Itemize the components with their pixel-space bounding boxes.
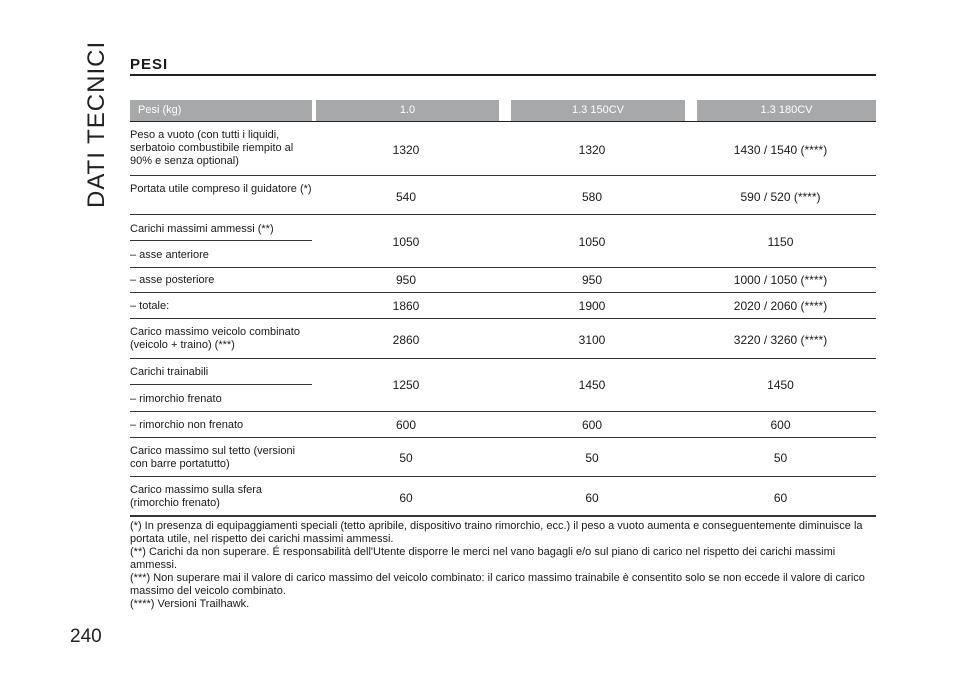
table-cell: 540: [395, 190, 417, 204]
table-cell: 1430 / 1540 (****): [733, 143, 828, 157]
table-cell: 3220 / 3260 (****): [733, 333, 828, 347]
row-divider: [130, 267, 876, 268]
table-cell: 1450: [767, 378, 794, 392]
row-divider: [130, 358, 876, 359]
row-label-portata-utile: Portata utile compreso il guidatore (*): [130, 183, 312, 195]
table-cell: 950: [581, 273, 603, 287]
row-divider: [130, 476, 876, 477]
table-cell: 1150: [767, 235, 794, 249]
table-cell: 1000 / 1050 (****): [733, 273, 828, 287]
table-cell: 60: [585, 491, 599, 505]
row-label-asse-anteriore: – asse anteriore: [130, 249, 209, 261]
table-header: [130, 100, 876, 122]
row-divider: [130, 318, 876, 319]
table-cell: 3100: [578, 333, 606, 347]
page-number: 240: [70, 626, 102, 647]
table-cell: 1050: [578, 235, 606, 249]
table-cell: 1900: [578, 299, 606, 313]
table-cell: 590 / 520 (****): [740, 190, 821, 204]
section-rule: [130, 74, 876, 76]
row-sub-divider: [130, 240, 312, 241]
row-label-totale: – totale:: [130, 300, 170, 312]
table-bottom-rule: [130, 515, 876, 517]
table-cell: 1320: [392, 143, 420, 157]
row-divider: [130, 411, 876, 412]
header-engine-1-3-150: 1.3 150CV: [511, 100, 685, 121]
footnote-1: (*) In presenza di equipaggiamenti speciali (tetto apribile, dispositivo traino rimorchio, ecc.) il peso a vuoto aumenta e conseguentemente diminuisce la portata utile, nel rispetto dei carichi massimi ammessi.: [130, 520, 863, 545]
row-label-rimorchio-frenato: – rimorchio frenato: [130, 393, 222, 405]
table-cell: 1450: [578, 378, 606, 392]
row-divider: [130, 437, 876, 438]
row-label-asse-posteriore: – asse posteriore: [130, 274, 215, 286]
footnote-2: (**) Carichi da non superare. É responsabilità dell'Utente disporre le merci nel vano bagagli e/o sul piano di carico nel rispetto dei carichi massimi ammessi.: [130, 546, 836, 571]
table-cell: 50: [585, 451, 599, 465]
header-rule: [130, 121, 876, 122]
row-label-veicolo-combinato: Carico massimo veicolo combinato (veicolo + traino) (***): [130, 326, 300, 351]
row-label-carico-tetto: Carico massimo sul tetto (versioni con barre portatutto): [130, 445, 296, 470]
table-cell: 600: [395, 418, 417, 432]
table-cell: 2020 / 2060 (****): [733, 299, 828, 313]
row-divider: [130, 292, 876, 293]
footnote-4: (****) Versioni Trailhawk.: [130, 598, 250, 610]
table-cell: 600: [770, 418, 791, 432]
row-sub-divider: [130, 384, 312, 385]
footnote-3: (***) Non superare mai il valore di carico massimo del veicolo combinato: il carico massimo trainabile è consentito solo se non eccede il valore di carico massimo del veicolo combinato.: [130, 572, 865, 597]
header-weights: Pesi (kg): [130, 100, 312, 121]
table-cell: 1320: [578, 143, 606, 157]
table-cell: 1860: [392, 299, 420, 313]
table-cell: 950: [395, 273, 417, 287]
table-cell: 50: [399, 451, 413, 465]
row-label-carico-sfera: Carico massimo sulla sfera (rimorchio frenato): [130, 484, 263, 509]
header-engine-1-0: 1.0: [316, 100, 499, 121]
row-label-rimorchio-non-frenato: – rimorchio non frenato: [130, 419, 244, 431]
table-cell: 600: [581, 418, 603, 432]
row-divider: [130, 214, 876, 215]
table-cell: 50: [773, 451, 788, 465]
footnotes: [130, 520, 876, 611]
table-cell: 580: [581, 190, 603, 204]
section-title: PESI: [130, 56, 169, 73]
header-engine-1-3-180: 1.3 180CV: [697, 100, 876, 121]
table-cell: 1250: [392, 378, 420, 392]
row-label-peso-a-vuoto: Peso a vuoto (con tutti i liquidi, serbatoio combustibile riempito al 90% e senza optional): [130, 129, 294, 167]
row-label-carichi-trainabili: Carichi trainabili: [130, 366, 209, 378]
side-section-title: DATI TECNICI: [83, 40, 110, 208]
table-cell: 60: [773, 491, 788, 505]
table-cell: 1050: [392, 235, 420, 249]
table-cell: 60: [399, 491, 413, 505]
row-divider: [130, 175, 876, 176]
row-label-carichi-massimi: Carichi massimi ammessi (**): [130, 223, 274, 235]
table-cell: 2860: [392, 333, 420, 347]
